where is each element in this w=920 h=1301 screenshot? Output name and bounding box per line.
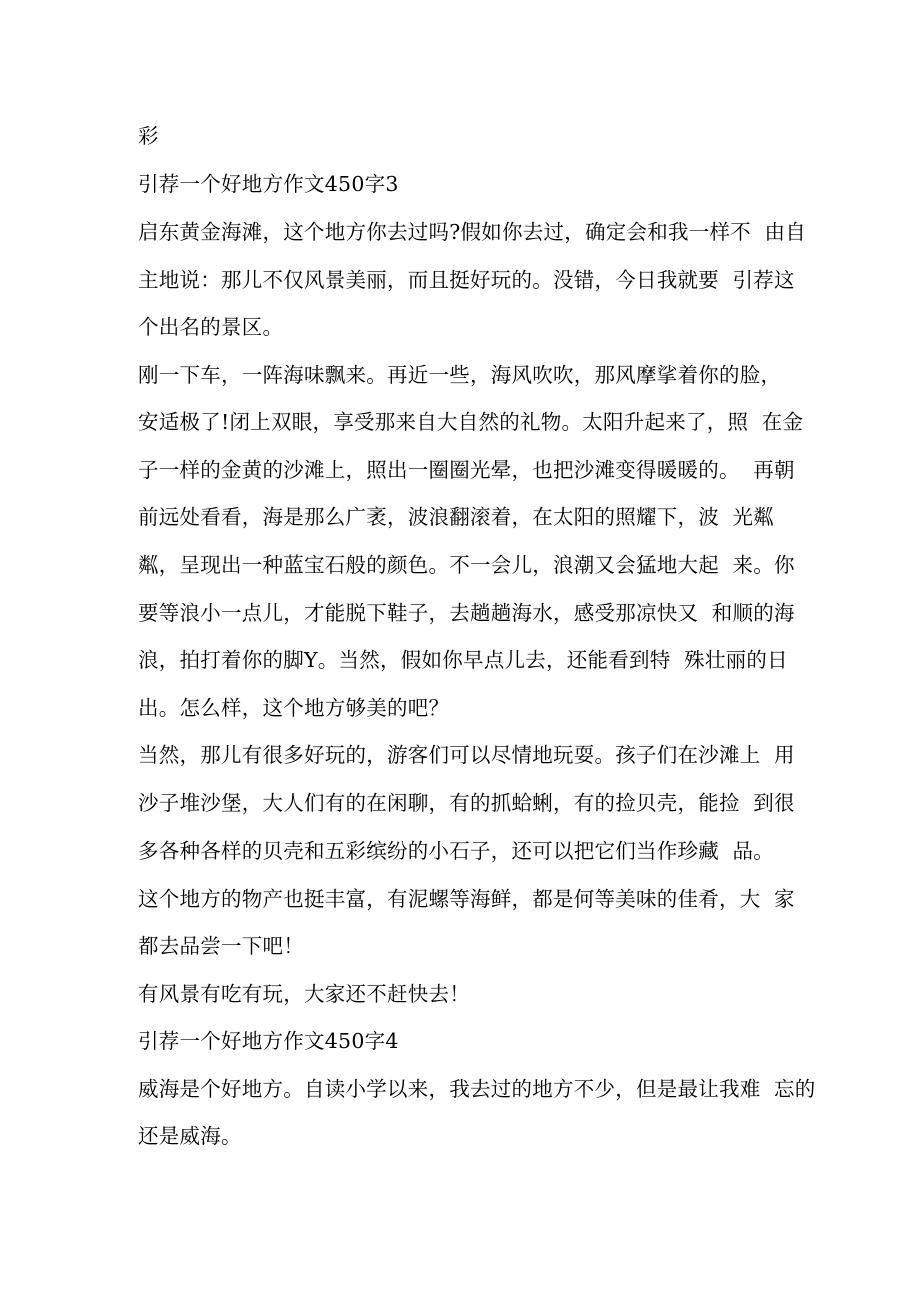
text-line: 个出名的景区。 (138, 315, 284, 339)
text-line: 有风景有吃有玩，大家还不赶快去！ (138, 982, 470, 1006)
text-line: 子一样的金黄的沙滩上，照出一圈圈光晕，也把沙滩变得暖暖的。 再朝 (138, 458, 795, 482)
text-line: 主地说：那儿不仅风景美丽，而且挺好玩的。没错，今日我就要 引荐这 (138, 268, 795, 292)
text-line: 要等浪小一点儿，才能脱下鞋子，去趟趟海水，感受那凉快又 和顺的海 (138, 601, 795, 625)
text-line: 当然，那儿有很多好玩的，游客们可以尽情地玩耍。孩子们在沙滩上 用 (138, 743, 795, 767)
section-heading: 引荐一个好地方作文450字3 (138, 172, 399, 196)
text-line: 前远处看看，海是那么广袤，波浪翻滚着，在太阳的照耀下，波 光粼 (138, 505, 775, 529)
text-line: 沙子堆沙堡，大人们有的在闲聊，有的抓蛤蜊，有的捡贝壳，能捡 到很 (138, 791, 795, 815)
text-line: 这个地方的物产也挺丰富，有泥螺等海鲜，都是何等美味的佳肴，大 家 (138, 887, 795, 911)
text-line: 浪，拍打着你的脚Y。当然，假如你早点儿去，还能看到特 殊壮丽的日 (138, 648, 788, 672)
text-line: 出。怎么样，这个地方够美的吧？ (138, 696, 450, 720)
text-line: 启东黄金海滩，这个地方你去过吗?假如你去过，确定会和我一样不 由自 (138, 220, 807, 244)
text-line: 彩 (138, 124, 159, 148)
text-line: 安适极了!闭上双眼，享受那来自大自然的礼物。太阳升起来了，照 在金 (138, 410, 804, 434)
text-line: 多各种各样的贝壳和五彩缤纷的小石子，还可以把它们当作珍藏 品。 (138, 839, 775, 863)
text-line: 刚一下车，一阵海味飘来。再近一些，海风吹吹，那风摩挲着你的脸， (138, 363, 782, 387)
text-line: 都去品尝一下吧！ (138, 934, 304, 958)
text-line: 粼，呈现出一种蓝宝石般的颜色。不一会儿，浪潮又会猛地大起 来。你 (138, 553, 795, 577)
text-line: 还是威海。 (138, 1124, 242, 1148)
text-line: 威海是个好地方。自读小学以来，我去过的地方不少，但是最让我难 忘的 (138, 1077, 816, 1101)
section-heading: 引荐一个好地方作文450字4 (138, 1029, 399, 1053)
